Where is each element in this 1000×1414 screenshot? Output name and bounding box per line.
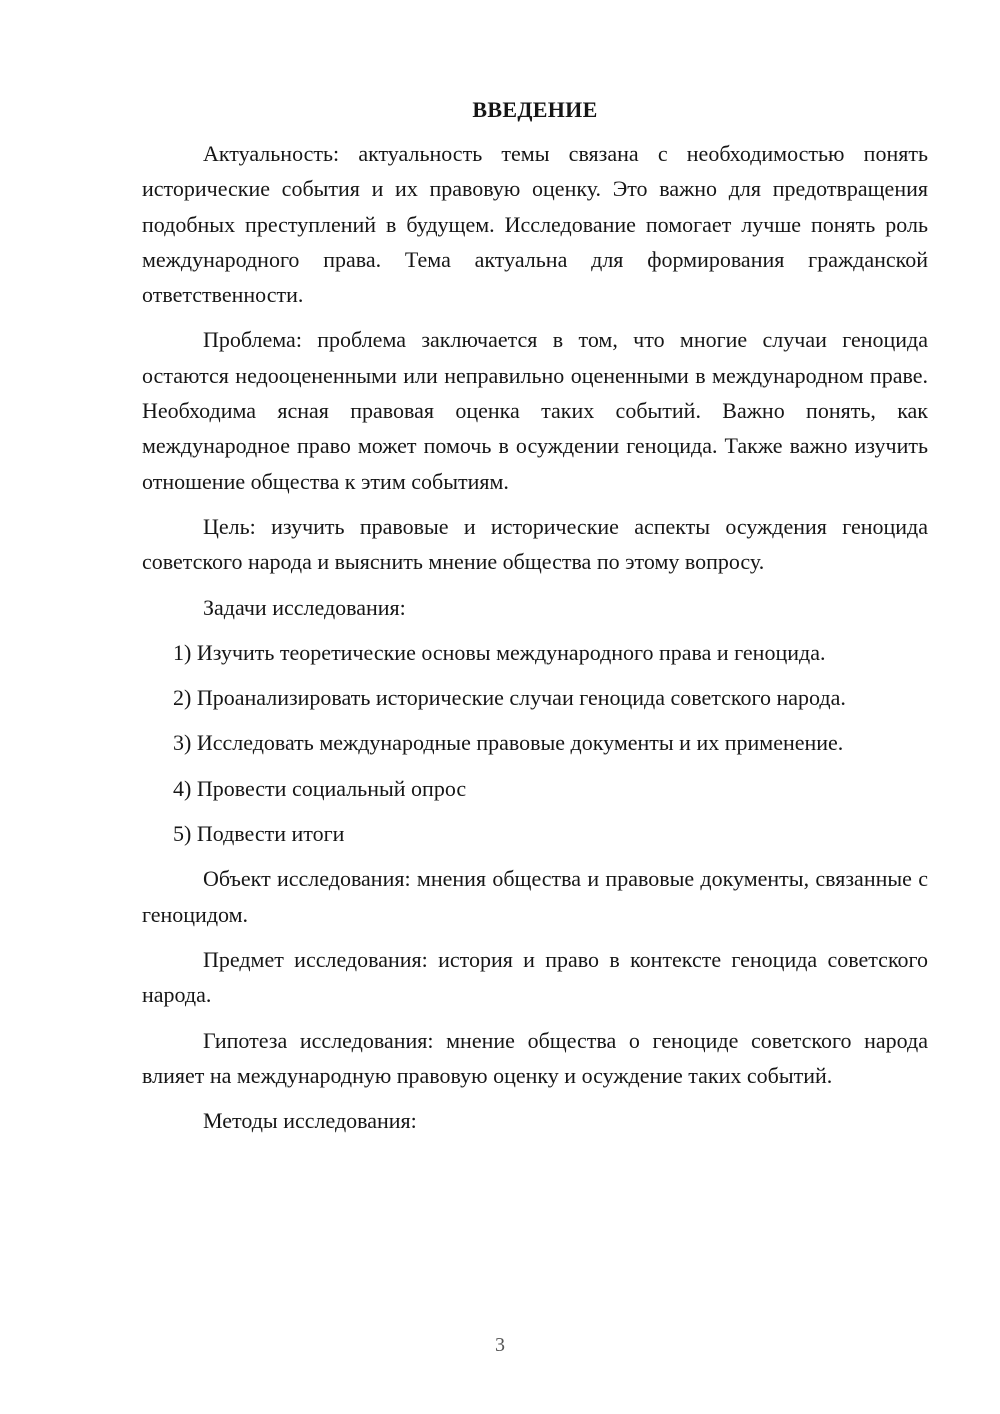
task-item-4: 4) Провести социальный опрос: [173, 775, 467, 801]
section-heading: ВВЕДЕНИЕ: [472, 97, 598, 122]
hypothesis-paragraph: Гипотеза исследования: мнение общества о геноциде советского народа влияет на международную правовую оценку и осуждение таких событий.: [142, 1027, 928, 1088]
task-item-1: 1) Изучить теоретические основы международного права и геноцида.: [173, 639, 826, 665]
tasks-heading: Задачи исследования:: [203, 594, 406, 620]
methods-heading: Методы исследования:: [203, 1108, 417, 1134]
task-item-3: 3) Исследовать международные правовые документы и их применение.: [173, 730, 844, 756]
goal-paragraph: Цель: изучить правовые и исторические аспекты осуждения геноцида советского народа и выяснить мнение общества по этому вопросу.: [142, 513, 928, 575]
problem-paragraph: Проблема: проблема заключается в том, что многие случаи геноцида остаются недооцененными или неправильно оцененными в международном праве. Необходима ясная правовая оценка таких событий. Важно понять, как международное право может помочь в осуждении геноцида. Также важно изучить отношение общества к этим событиям.: [142, 327, 928, 494]
task-item-5: 5) Подвести итоги: [173, 821, 345, 847]
subject-paragraph: Предмет исследования: история и право в контексте геноцида советского народа.: [142, 946, 928, 1008]
object-paragraph: Объект исследования: мнения общества и правовые документы, связанные с геноцидом.: [142, 866, 928, 927]
page-number: 3: [495, 1334, 505, 1356]
task-item-2: 2) Проанализировать исторические случаи геноцида советского народа.: [173, 685, 846, 711]
relevance-paragraph: Актуальность: актуальность темы связана с необходимостью понять исторические события и их правовую оценку. Это важно для предотвращения подобных преступлений в будущем. Исследование помогает лучше понять роль международного права. Тема актуальна для формирования гражданской ответственности.: [142, 141, 928, 308]
document-page: [142, 92, 928, 1148]
